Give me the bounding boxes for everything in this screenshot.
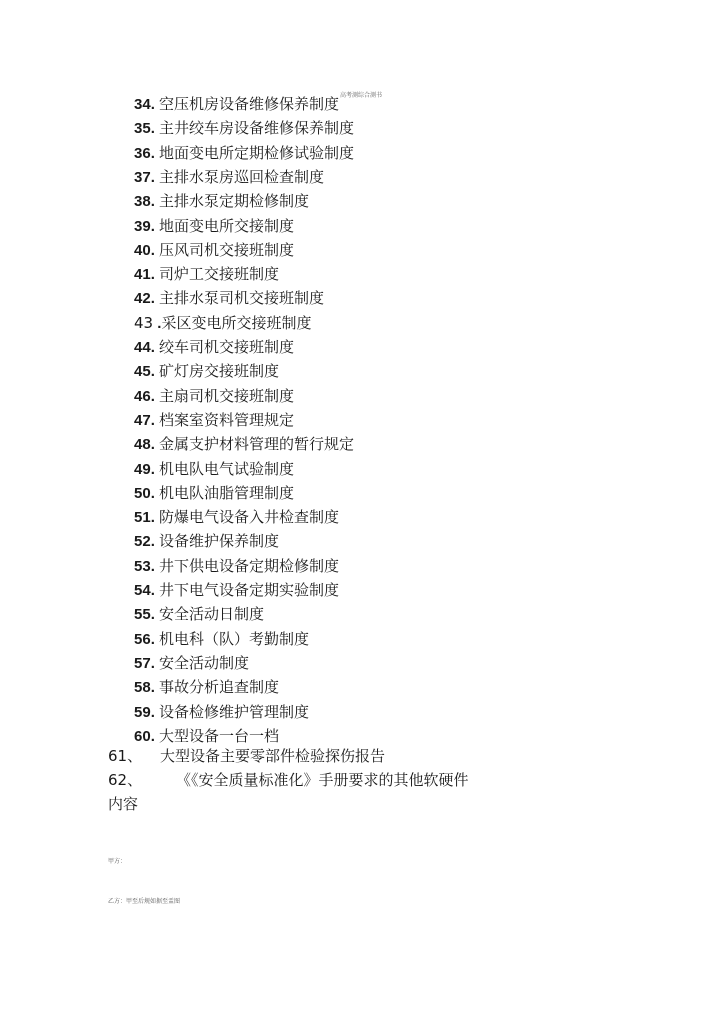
list-item: [134, 408, 294, 432]
list-item: [134, 335, 294, 359]
item-separator: .: [150, 168, 160, 186]
list-item: [134, 651, 249, 675]
item-text: 金属支护材料管理的暂行规定: [159, 435, 355, 454]
item-separator: .: [150, 679, 160, 697]
item-separator: .: [150, 96, 160, 113]
list-item: [134, 359, 279, 383]
item-separator: .: [150, 339, 160, 356]
item-separator: .: [150, 387, 160, 405]
item-number: 36: [134, 144, 151, 162]
item-number: 53: [134, 557, 151, 575]
item-text: 机电队油脂管理制度: [159, 483, 295, 502]
item-separator: .: [150, 460, 160, 478]
list-item: [134, 116, 354, 140]
list-item: [134, 286, 324, 310]
list-item: [134, 481, 294, 505]
item-number: 52: [134, 533, 151, 551]
item-text: 地面变电所定期检修试验制度: [159, 143, 355, 162]
list-item: [134, 384, 294, 408]
list-item: [134, 262, 279, 286]
party-b-label: 乙方：甲至后规如据至盂图: [108, 898, 181, 905]
item-text: 《《安全质量标准化》手册要求的其他软硬件: [176, 771, 469, 789]
item-number: 37: [134, 168, 151, 186]
list-item: [134, 602, 264, 626]
item-number: 45: [134, 363, 151, 381]
item-text: 井下供电设备定期检修制度: [159, 556, 340, 575]
item-text: 压风司机交接班制度: [159, 240, 295, 259]
item-separator: .: [150, 241, 160, 259]
list-item-62: [108, 768, 469, 792]
item-number: 48: [134, 436, 151, 454]
item-number: 50: [134, 484, 151, 502]
item-number: 56: [134, 630, 151, 648]
item-separator: .: [150, 266, 160, 284]
item-text: 设备检修维护管理制度: [159, 702, 310, 721]
item-text: 主排水泵司机交接班制度: [159, 289, 325, 308]
item-text: 防爆电气设备入井检查制度: [159, 508, 340, 527]
header-note: 高考測综合測书: [340, 92, 383, 99]
list-item: [134, 529, 279, 553]
item-text: 设备维护保养制度: [159, 532, 280, 551]
item-number: 43: [134, 313, 154, 332]
item-separator: .: [150, 630, 160, 648]
item-number: 55: [134, 606, 151, 624]
item-number: 38: [134, 193, 151, 211]
item-text: 地面变电所交接制度: [159, 216, 295, 235]
item-separator: .: [150, 120, 160, 138]
item-number: 44: [134, 339, 151, 356]
item-separator: .: [150, 193, 160, 211]
item-text: 井下电气设备定期实验制度: [159, 581, 340, 599]
item-separator: .: [150, 363, 160, 381]
item-number: 54: [134, 582, 151, 599]
item-number: 61、: [108, 747, 143, 765]
item-text: 采区变电所交接班制度: [161, 313, 312, 332]
item-text: 主井绞车房设备维修保养制度: [159, 119, 355, 138]
item-text: 事故分析追查制度: [159, 678, 280, 697]
item-text: 大型设备主要零部件检验探伤报告: [160, 747, 386, 765]
item-number: 58: [134, 679, 151, 697]
list-item: [134, 165, 324, 189]
item-text: 安全活动制度: [159, 653, 250, 672]
item-text: 主扇司机交接班制度: [159, 386, 295, 405]
item-number: 46: [134, 387, 151, 405]
item-separator: .: [150, 509, 160, 527]
item-number: 42: [134, 290, 151, 308]
list-item: [134, 457, 294, 481]
item-separator: .: [150, 290, 160, 308]
item-separator: .: [150, 727, 160, 745]
item-number: 35: [134, 120, 151, 138]
item-number: 49: [134, 460, 151, 478]
item-text: 司炉工交接班制度: [159, 265, 280, 284]
party-a-label: 甲方：: [108, 858, 127, 865]
item-number: 59: [134, 703, 151, 721]
item-separator: .: [150, 217, 160, 235]
item-separator: .: [150, 436, 160, 454]
item-text: 机电科（队）考勤制度: [159, 629, 310, 648]
item-separator: .: [153, 314, 162, 332]
list-item: [134, 554, 339, 578]
list-item: [134, 92, 339, 116]
list-item: [134, 311, 311, 335]
item-number: 39: [134, 217, 151, 235]
list-item: [134, 675, 279, 699]
item-separator: .: [150, 557, 160, 575]
item-text: 安全活动日制度: [159, 605, 265, 624]
item-text: 矿灯房交接班制度: [159, 362, 280, 381]
item-text: 大型设备一台一档: [159, 726, 280, 745]
item-text: 档案室资料管理规定: [159, 410, 295, 429]
item-number: 57: [134, 654, 151, 672]
item-number: 62、: [108, 771, 143, 789]
item-separator: .: [150, 582, 160, 599]
item-separator: .: [150, 144, 160, 162]
item-number: 41: [134, 266, 151, 284]
item-separator: .: [150, 606, 160, 624]
item-separator: .: [150, 411, 160, 429]
item-separator: .: [150, 703, 160, 721]
list-item: [134, 700, 309, 724]
list-item-61: [108, 744, 385, 768]
item-number: 47: [134, 411, 151, 429]
item-number: 34: [134, 96, 151, 113]
item-number: 51: [134, 509, 151, 527]
list-item: [134, 627, 309, 651]
item-text: 绞车司机交接班制度: [159, 338, 295, 356]
item-number: 60: [134, 727, 151, 745]
list-item: [134, 578, 339, 602]
list-item: [134, 189, 309, 213]
list-item: [134, 432, 354, 456]
item-separator: .: [150, 533, 160, 551]
item-text: 机电队电气试验制度: [159, 459, 295, 478]
item-number: 40: [134, 241, 151, 259]
item-separator: .: [150, 484, 160, 502]
item-text: 空压机房设备维修保养制度: [159, 95, 340, 113]
list-item: [134, 141, 354, 165]
list-item: [134, 505, 339, 529]
item-separator: .: [150, 654, 160, 672]
list-item: [134, 238, 294, 262]
list-item: [134, 214, 294, 238]
list-item-62-continuation: 内容: [108, 795, 139, 813]
item-text: 主排水泵房巡回检查制度: [159, 167, 325, 186]
item-text: 主排水泵定期检修制度: [159, 192, 310, 211]
